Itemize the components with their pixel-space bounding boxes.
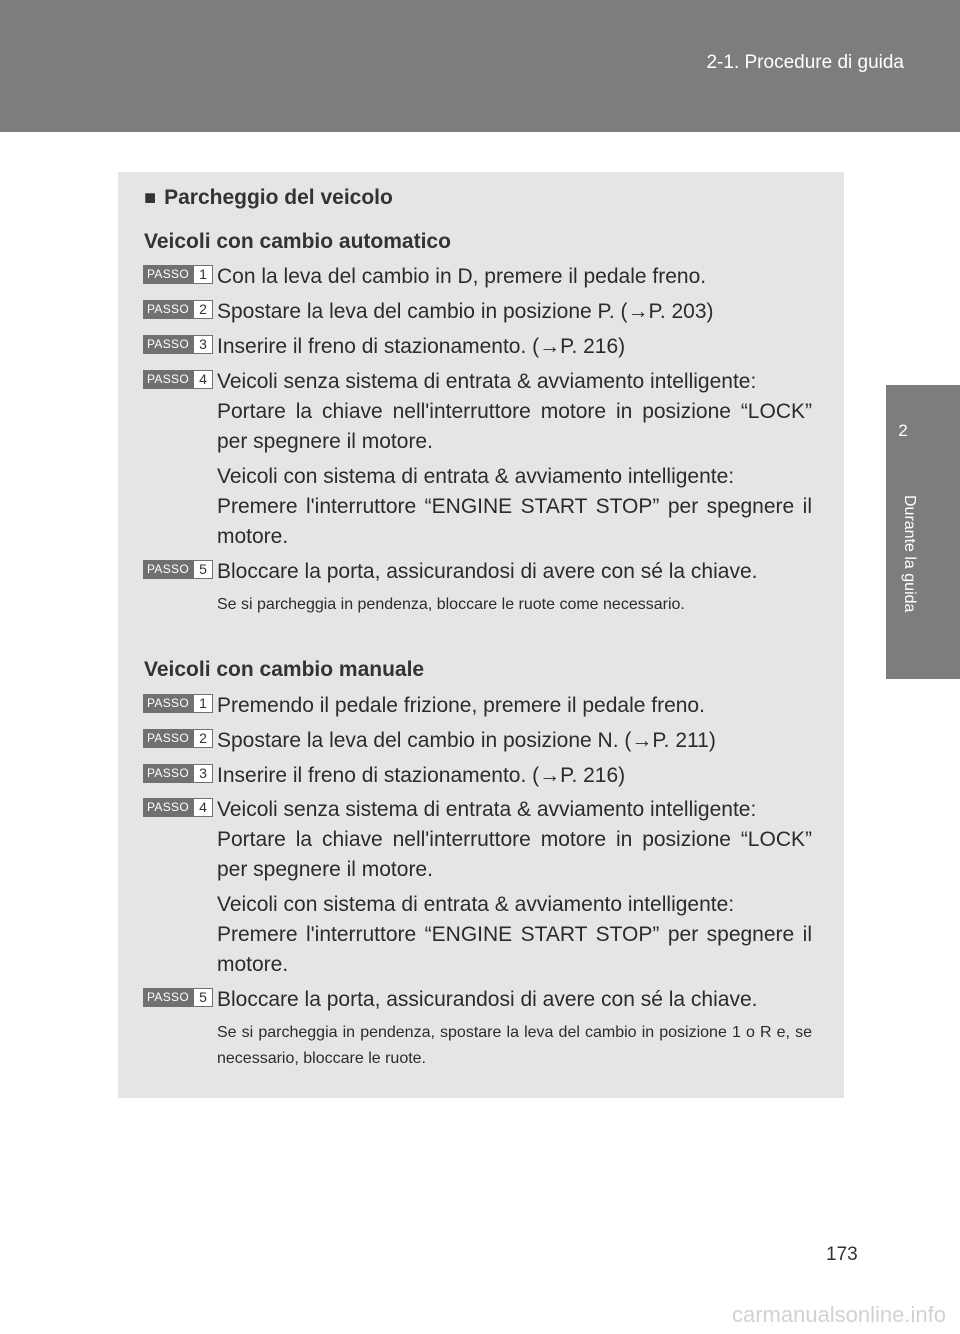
step-badge: PASSO 3 <box>143 764 213 783</box>
automatic-heading: Veicoli con cambio automatico <box>144 230 451 253</box>
auto-step-4-para-1: Portare la chiave nell'interruttore motore in posizione “LOCK” per spegnere il motore. <box>217 400 812 453</box>
step-badge: PASSO 4 <box>143 370 213 389</box>
chapter-title: Durante la guida <box>901 495 918 613</box>
step-text: Spostare la leva del cambio in posizione P. (→P. 203) <box>217 300 714 323</box>
step-badge: PASSO 4 <box>143 798 213 817</box>
page-number: 173 <box>826 1244 858 1265</box>
chapter-number: 2 <box>898 421 908 440</box>
step-badge: PASSO 5 <box>143 560 213 579</box>
step-badge: PASSO 1 <box>143 265 213 284</box>
step-badge: PASSO 1 <box>143 694 213 713</box>
watermark: carmanualsonline.info <box>731 1302 946 1327</box>
step-badge: PASSO 3 <box>143 335 213 354</box>
manual-note: Se si parcheggia in pendenza, spostare la leva del cambio in posizione 1 o R e, se necessario, bloccare le ruote. <box>217 1024 812 1067</box>
step-badge: PASSO 2 <box>143 300 213 319</box>
manual-heading: Veicoli con cambio manuale <box>144 658 425 681</box>
step-text: Inserire il freno di stazionamento. (→P. 216) <box>217 335 626 358</box>
step-text: Inserire il freno di stazionamento. (→P. 216) <box>217 764 626 787</box>
step-text: Veicoli senza sistema di entrata & avviamento intelligente: <box>217 798 757 821</box>
side-tab-spacer <box>886 132 960 385</box>
manual-step-4-intro-2: Veicoli con sistema di entrata & avviamento intelligente: <box>217 893 735 916</box>
step-text: Con la leva del cambio in D, premere il pedale freno. <box>217 265 707 288</box>
step-text: Premendo il pedale frizione, premere il pedale freno. <box>217 694 705 717</box>
step-text: Veicoli senza sistema di entrata & avviamento intelligente: <box>217 370 757 393</box>
auto-step-4-intro-2: Veicoli con sistema di entrata & avviamento intelligente: <box>217 465 735 488</box>
manual-step-4-para-1: Portare la chiave nell'interruttore motore in posizione “LOCK” per spegnere il motore. <box>217 828 812 881</box>
section-title-text: Parcheggio del veicolo <box>164 186 393 209</box>
step-badge: PASSO 5 <box>143 988 213 1007</box>
step-text: Bloccare la porta, assicurandosi di avere con sé la chiave. <box>217 988 758 1011</box>
step-text: Spostare la leva del cambio in posizione N. (→P. 211) <box>217 729 716 752</box>
section-breadcrumb: 2-1. Procedure di guida <box>706 52 904 73</box>
auto-note: Se si parcheggia in pendenza, bloccare le ruote come necessario. <box>217 596 685 613</box>
manual-step-4-para-2: Premere l'interruttore “ENGINE START STOP” per spegnere il motore. <box>217 923 812 976</box>
auto-step-4-para-2: Premere l'interruttore “ENGINE START STOP” per spegnere il motore. <box>217 495 812 548</box>
square-bullet-icon: ■ <box>144 187 157 209</box>
step-badge: PASSO 2 <box>143 729 213 748</box>
step-text: Bloccare la porta, assicurandosi di avere con sé la chiave. <box>217 560 758 583</box>
section-title <box>144 186 393 210</box>
